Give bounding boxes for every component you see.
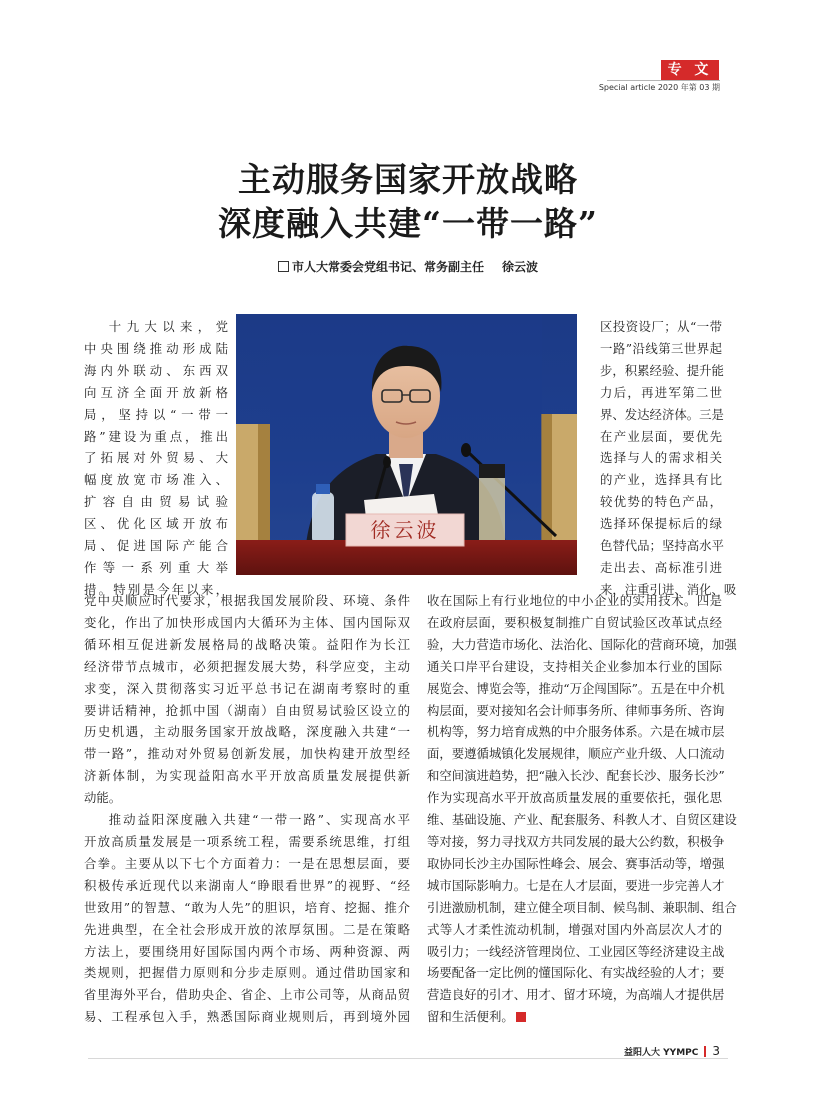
text-line: 构层面，要对接知名会计师事务所、律师事务所、咨询 (427, 702, 725, 718)
text-line: 力后，再进军第二世 (600, 384, 722, 400)
issue-line: Special article 2020 年第 03 期 (598, 83, 720, 92)
right-wrap-column (600, 316, 737, 601)
nameplate-text: 徐云波 (370, 518, 440, 542)
text-line: 合拳。主要从以下七个方面着力：一是在思想层面，要 (84, 855, 410, 871)
text-line: 较优势的特色产品， (600, 494, 722, 510)
header-rule (607, 80, 720, 81)
text-line: 色替代品；坚持高水平 (600, 538, 724, 554)
byline-role: 市人大常委会党组书记、常务副主任 (291, 260, 484, 274)
text-line: 党中央顺应时代要求，根据我国发展阶段、环境、条件 (84, 593, 410, 608)
text-line: 验，大力营造市场化、法治化、国际化的营商环境，加强 (427, 636, 737, 652)
text-line: 引进激励机制，建立健全项目制、候鸟制、兼职制、组合 (427, 899, 737, 915)
text-line: 展览会、博览会等，推动“万企闯国际”。五是在中介机 (427, 680, 725, 696)
text-line: 局、促进国际产能合 (84, 538, 228, 554)
text-line: 在政府层面，要积极复制推广自贸试验区改革试点经 (427, 614, 722, 630)
text-line: 路”建设为重点，推出 (84, 428, 228, 444)
footer-rule (88, 1058, 728, 1059)
text-line: 要讲话精神，抢抓中国（湖南）自由贸易试验区设立的 (84, 702, 410, 718)
text-line: 易、工程承包入手，熟悉国际商业规则后，再到境外园 (84, 1009, 410, 1025)
article-title-line2: 深度融入共建“一带一路” (218, 204, 598, 243)
text-line: 类规则，把握借力原则和分步走原则。通过借助国家和 (84, 965, 410, 981)
journal-name: 益阳人大 YYMPC (624, 1048, 699, 1058)
text-line: 局，坚持以“一带一 (84, 406, 228, 422)
text-line: 世致用”的智慧、“敢为人先”的胆识，培育、挖掘、推介 (84, 899, 410, 915)
text-line: 营造良好的引才、用才、留才环境，为高端人才提供居 (427, 987, 725, 1003)
text-line: 留和生活便利。 (427, 1006, 722, 1028)
section-badge: 专 文 (661, 60, 719, 80)
portrait-photo (236, 314, 577, 575)
article-title-line1: 主动服务国家开放战略 (238, 160, 578, 199)
text-line: 循环相互促进新发展格局的战略决策。益阳作为长江 (84, 636, 410, 652)
text-line: 区、优化区域开放布 (84, 516, 228, 532)
text-line: 经济带节点城市，必须把握发展大势，科学应变，主动 (84, 658, 410, 674)
page-number: 3 (712, 1044, 720, 1058)
text-line: 济新体制，为实现益阳高水平开放高质量发展提供新 (84, 768, 410, 784)
text-line: 城市国际影响力。七是在人才层面，要进一步完善人才 (427, 877, 725, 893)
text-line: 取协同长沙主办国际性峰会、展会、赛事活动等，增强 (427, 855, 725, 871)
text-line: 十九大以来，党 (108, 319, 228, 334)
text-line: 收在国际上有行业地位的中小企业的实用技术。四是 (427, 593, 722, 608)
text-line: 吸引力；一线经济管理岗位、工业园区等经济建设主战 (427, 943, 725, 959)
footer-divider (704, 1046, 706, 1057)
text-line: 历史机遇，主动服务国家开放战略，深度融入共建“一 (84, 724, 410, 740)
text-line: 中央围绕推动形成陆 (84, 340, 228, 356)
text-line: 在产业层面，要优先 (600, 428, 722, 444)
text-line: 开放高质量发展是一项系统工程，需要系统思维，打组 (84, 833, 410, 849)
left-wrap-column (84, 316, 228, 601)
text-line: 省里海外平台，借助央企、省企、上市公司等，从商品贸 (84, 987, 410, 1003)
right-full-column (427, 590, 737, 1028)
text-line: 和空间演进趋势，把“融入长沙、配套长沙、服务长沙” (427, 768, 725, 784)
article-end-icon (516, 1012, 526, 1022)
text-line: 的产业，选择具有比 (600, 472, 722, 488)
text-line: 求变，深入贯彻落实习近平总书记在湖南考察时的重 (84, 680, 410, 696)
text-line: 先进典型，在全社会形成开放的浓厚氛围。二是在策略 (84, 921, 410, 937)
text-line: 式等人才柔性流动机制，增强对国内外高层次人才的 (427, 921, 722, 937)
text-line: 推动益阳深度融入共建“一带一路”、实现高水平 (108, 812, 410, 828)
text-line: 通关口岸平台建设，支持相关企业参加本行业的国际 (427, 658, 722, 674)
text-line: 一路”沿线第三世界起 (600, 340, 722, 356)
left-full-column (84, 590, 410, 1028)
text-line: 作等一系列重大举 (84, 559, 228, 575)
byline (0, 258, 816, 275)
text-line: 扩容自由贸易试验 (84, 494, 228, 510)
text-line: 变化，作出了加快形成国内大循环为主体、国内国际双 (84, 614, 410, 630)
text-line: 幅度放宽市场准入、 (84, 472, 228, 488)
text-line: 措。特别是今年以来， (84, 581, 228, 597)
text-line: 区投资设厂；从“一带 (600, 319, 722, 334)
text-line: 步，积累经验、提升能 (600, 362, 724, 378)
text-line: 面，要遵循城镇化发展规律，顺应产业升级、人口流动 (427, 746, 725, 762)
text-line: 积极传承近现代以来湖南人“睁眼看世界”的视野、“经 (84, 877, 410, 893)
text-line: 了拓展对外贸易、大 (84, 450, 228, 466)
text-line: 动能。 (84, 790, 122, 806)
text-line: 来，注重引进、消化、吸 (600, 581, 737, 597)
text-line: 方法上，要围绕用好国际国内两个市场、两种资源、两 (84, 943, 410, 959)
square-bullet-icon (278, 261, 289, 272)
text-line: 场要配备一定比例的懂国际化、有实战经验的人才；要 (427, 965, 725, 981)
text-line: 走出去、高标准引进 (600, 559, 722, 575)
text-line: 向互济全面开放新格 (84, 384, 228, 400)
footer (560, 1044, 720, 1058)
text-line: 带一路”，推动对外贸易创新发展，加快构建开放型经 (84, 746, 410, 762)
byline-name: 徐云波 (502, 260, 539, 274)
text-line: 作为实现高水平开放高质量发展的重要依托，强化思 (427, 790, 722, 806)
text-line: 等对接，努力寻找双方共同发展的最大公约数，积极争 (427, 833, 725, 849)
text-line: 维、基础设施、产业、配套服务、科教人才、自贸区建设 (427, 812, 737, 828)
text-line: 机构等，努力培育成熟的中介服务体系。六是在城市层 (427, 724, 725, 740)
text-line: 选择与人的需求相关 (600, 450, 722, 466)
text-line: 界、发达经济体。三是 (600, 406, 724, 422)
text-line: 海内外联动、东西双 (84, 362, 228, 378)
text-line: 选择环保提标后的绿 (600, 516, 722, 532)
